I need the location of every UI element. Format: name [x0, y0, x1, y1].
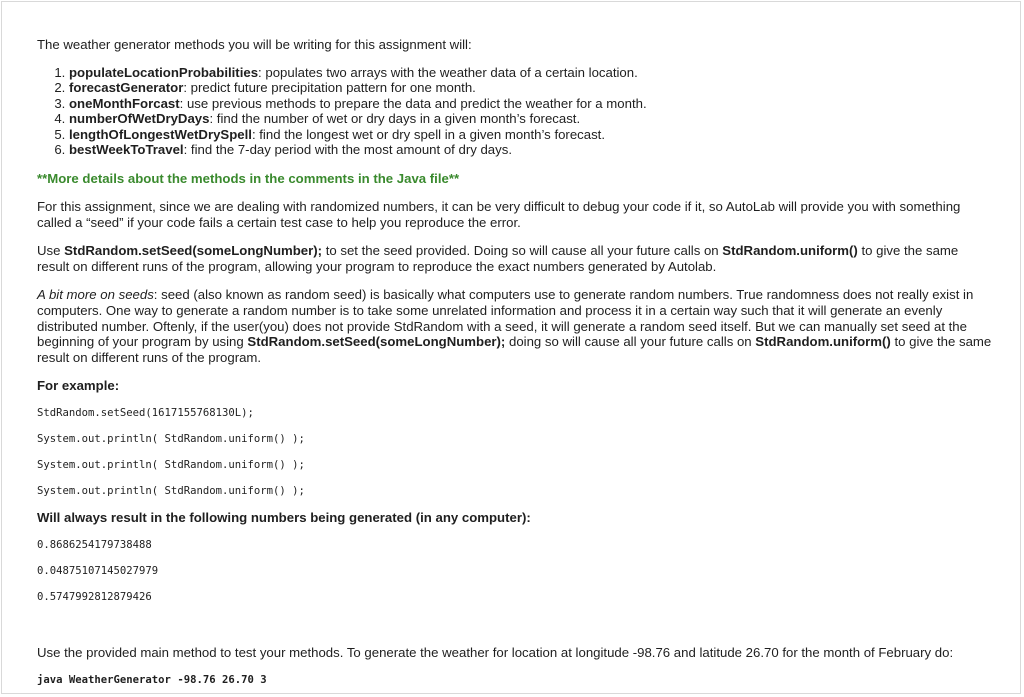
- code-ref: StdRandom.uniform(): [722, 243, 858, 258]
- methods-list: [37, 65, 969, 157]
- java-file-note: **More details about the methods in the comments in the Java file**: [37, 171, 460, 186]
- code-line: System.out.println( StdRandom.uniform() );: [37, 459, 305, 471]
- method-name: lengthOfLongestWetDrySpell: [69, 126, 252, 142]
- text-span: : seed (also known as random seed) is basically what computers use to generate random numbers. True randomness does not really exist in computers. One way to generate a random number is to take some unrelated information and process it in a certain way such that it will generate an evenly distributed number. Oftenly, if the user(you) does not provide StdRandom with a seed, it will generate a random seed itself. But we can manually set seed at the beginning of your program by using: [37, 287, 974, 350]
- seed-intro-paragraph: For this assignment, since we are dealing with randomized numbers, it can be very difficult to debug your code if it, so AutoLab will provide you with something called a “seed” if your code fails a certain test case to help you reproduce the error.: [37, 199, 961, 230]
- method-name: bestWeekToTravel: [69, 142, 184, 158]
- text-span: Use: [37, 243, 65, 258]
- code-ref: StdRandom.uniform(): [755, 334, 891, 350]
- example-heading: For example:: [37, 378, 120, 393]
- list-item: [69, 65, 969, 80]
- code-line: System.out.println( StdRandom.uniform() );: [37, 433, 305, 445]
- method-name: oneMonthForcast: [69, 95, 180, 111]
- code-ref: StdRandom.setSeed(someLongNumber);: [247, 334, 506, 350]
- italic-lead: A bit more on seeds: [37, 287, 154, 302]
- output-number: 0.8686254179738488: [37, 539, 152, 551]
- text-span: to give the same result on different runs of the program, allowing your program to reproduce the exact numbers generated by Autolab.: [37, 243, 959, 274]
- method-name: numberOfWetDryDays: [69, 111, 210, 127]
- seeds-explanation-paragraph: [37, 287, 992, 366]
- method-desc: : find the 7-day period with the most amount of dry days.: [183, 142, 512, 158]
- run-instructions: Use the provided main method to test your methods. To generate the weather for location at longitude -98.76 and latitude 26.70 for the month of February do:: [37, 645, 954, 660]
- method-desc: : predict future precipitation pattern for one month.: [183, 80, 476, 96]
- method-desc: : find the longest wet or dry spell in a given month’s forecast.: [251, 126, 606, 142]
- list-item: [69, 127, 969, 142]
- code-ref: StdRandom.setSeed(someLongNumber);: [64, 243, 323, 258]
- list-item: [69, 80, 969, 95]
- setseed-paragraph: [37, 243, 992, 275]
- list-item: [69, 96, 969, 111]
- method-desc: : use previous methods to prepare the data and predict the weather for a month.: [179, 95, 647, 111]
- output-number: 0.04875107145027979: [37, 565, 159, 577]
- method-name: populateLocationProbabilities: [69, 65, 259, 80]
- run-command: java WeatherGenerator -98.76 26.70 3: [37, 674, 267, 686]
- document-frame: [1, 1, 1021, 694]
- code-line: StdRandom.setSeed(1617155768130L);: [37, 407, 254, 419]
- text-span: to give the same result on different runs of the program.: [37, 334, 992, 366]
- method-desc: : populates two arrays with the weather data of a certain location.: [258, 65, 638, 80]
- method-name: forecastGenerator: [69, 80, 184, 96]
- text-span: doing so will cause all your future calls on: [505, 334, 756, 350]
- output-number: 0.5747992812879426: [37, 591, 152, 603]
- list-item: [69, 111, 969, 126]
- code-line: System.out.println( StdRandom.uniform() );: [37, 485, 305, 497]
- intro-text: The weather generator methods you will be writing for this assignment will:: [37, 37, 472, 52]
- list-item: [69, 142, 969, 157]
- text-span: to set the seed provided. Doing so will cause all your future calls on: [322, 243, 723, 258]
- method-desc: : find the number of wet or dry days in a given month’s forecast.: [209, 111, 581, 127]
- result-heading: Will always result in the following numbers being generated (in any computer):: [37, 510, 531, 525]
